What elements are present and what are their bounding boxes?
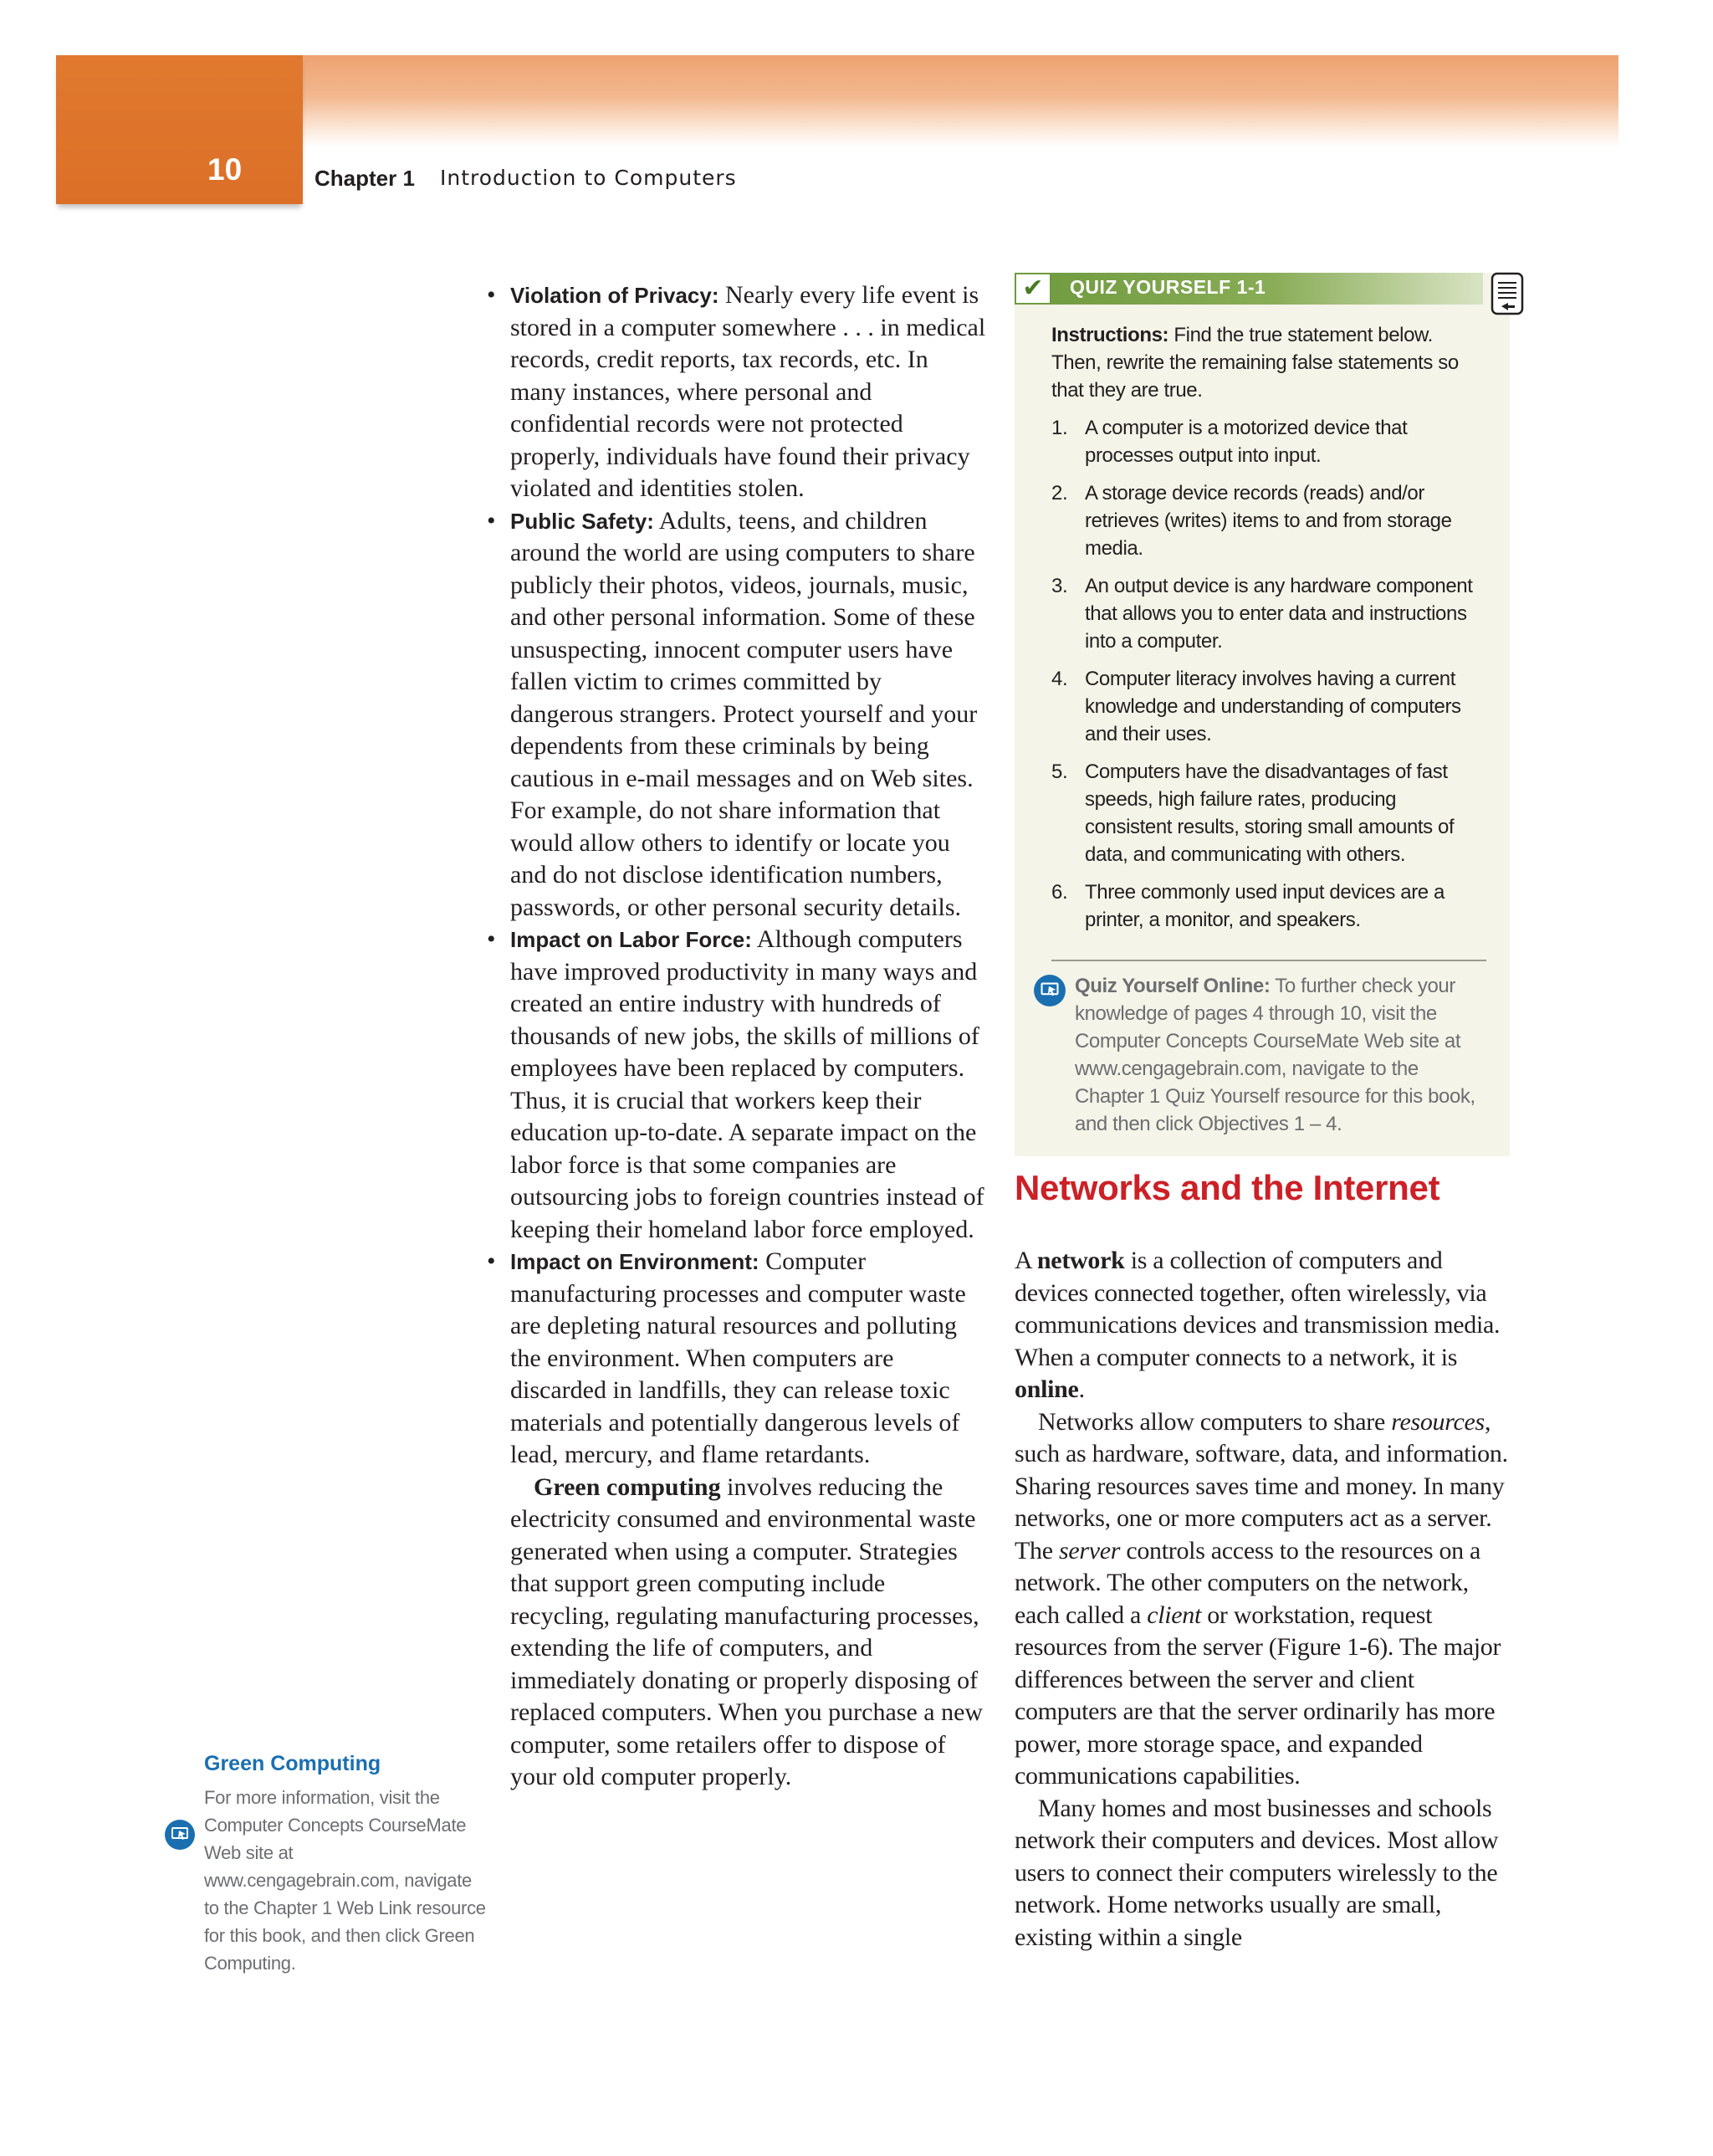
home-networks-paragraph: Many homes and most businesses and schools network their computers and devices. Most allow users to connect their computers wirelessly to the network. Home networks usually are small, existing within a single [1015, 1794, 1499, 1951]
web-link-icon [164, 1819, 196, 1851]
quiz-header [1015, 273, 1483, 305]
quiz-online-text: To further check your knowledge of pages 4 through 10, visit the Computer Concepts CourseMate Web site at www.cengagebrain.com, navigate to the Chapter 1 Quiz Yourself resource for this book, and then click Objectives 1 – 4. [1075, 975, 1475, 1135]
quiz-yourself-box [1015, 273, 1510, 1156]
quiz-item-number: 5. [1051, 760, 1068, 783]
quiz-item-text: Computer literacy involves having a current knowledge and understanding of computers and their uses. [1085, 668, 1461, 745]
quiz-items [1051, 414, 1486, 934]
web-link-text: For more information, visit the Computer Concepts CourseMate Web site at www.cengagebrain.com, navigate to the Chapter 1 Web Link resource for this book, and then click Green Computing. [204, 1787, 486, 1974]
instructions-label: Instructions: [1051, 324, 1169, 346]
bullet-list [487, 279, 989, 1472]
quiz-item-number: 1. [1051, 417, 1068, 439]
right-column [1015, 1245, 1516, 1954]
bullet-icon: • [487, 506, 496, 535]
text-span: or workstation, request resources from the server (Figure 1-6). The major differences between the server and client computers are that the server ordinarily has more power, more storage space, and expanded communications capabilities. [1015, 1600, 1501, 1790]
green-computing-term: Green computing [534, 1472, 721, 1501]
quiz-item-text: Three commonly used input devices are a printer, a monitor, and speakers. [1085, 881, 1445, 931]
bullet-text: Nearly every life event is stored in a computer somewhere . . . in medical records, credit reports, tax records, etc. In many instances, where personal and confidential records were not protected properly, individuals have found their privacy violated and identities stolen. [510, 281, 986, 502]
quiz-item [1051, 414, 1486, 469]
checkmark-icon: ✔ [1015, 273, 1051, 305]
term-network: network [1036, 1247, 1125, 1274]
text-span: Networks allow computers to share [1038, 1407, 1385, 1436]
bullet-term: Public Safety: [510, 508, 654, 534]
bullet-item-safety [487, 505, 989, 924]
web-link-title[interactable]: Green Computing [204, 1752, 381, 1775]
text-span: , such as hardware, software, data, and information. Sharing resources saves time and money. In many networks, one or more computers act as a server. The [1015, 1407, 1508, 1565]
bullet-term: Impact on Environment: [510, 1249, 759, 1274]
bullet-icon: • [487, 925, 496, 953]
green-computing-text: involves reducing the electricity consumed and environmental waste generated when using a computer. Strategies that support green computing include recycling, regulating manufacturing processes, extending the life of computers, and immediately donating or properly disposing of replaced computers. When you purchase a new computer, some retailers offer to dispose of your old computer properly. [510, 1472, 984, 1790]
quiz-item [1051, 572, 1486, 655]
term-client: client [1147, 1600, 1202, 1629]
quiz-item-number: 3. [1051, 575, 1068, 597]
chapter-label: Chapter 1 [314, 166, 415, 191]
main-column [487, 279, 989, 1794]
quiz-item-text: A storage device records (reads) and/or retrieves (writes) items to and from storage media. [1085, 482, 1452, 560]
bullet-text: Adults, teens, and children around the world are using computers to share publicly their photos, videos, journals, music, and other personal information. Some of these unsuspecting, innocent computer users have fallen victim to crimes committed by dangerous strangers. Protect yourself and your dependents from these criminals by being cautious in e-mail messages and on Web sites. For example, do not share information that would allow others to identify or locate you and do not disclose identification numbers, passwords, or other personal security details. [510, 506, 978, 921]
bullet-term: Impact on Labor Force: [510, 927, 752, 952]
term-server: server [1058, 1536, 1121, 1565]
term-resources: resources [1391, 1407, 1485, 1436]
term-online: online [1015, 1375, 1079, 1403]
web-link-note [202, 1752, 487, 1977]
quiz-item [1051, 878, 1486, 934]
text-span: A [1015, 1247, 1031, 1274]
web-link-body [202, 1784, 487, 1977]
resources-paragraph [1015, 1406, 1516, 1793]
quiz-item-number: 2. [1051, 482, 1068, 504]
bullet-text: Although computers have improved productivity in many ways and created an entire industry with hundreds of thousands of new jobs, the skills of millions of employees have been replaced by computers. Thus, it is crucial that workers keep their education up-to-date. A separate impact on the labor force is that some companies are outsourcing jobs to foreign countries instead of keeping their homeland labor force employed. [510, 925, 984, 1243]
bullet-icon: • [487, 281, 496, 309]
instructions-text: Find the true statement below. Then, rewrite the remaining false statements so that they are true. [1051, 324, 1459, 402]
quiz-online-note [1075, 972, 1485, 1138]
quiz-divider [1051, 960, 1486, 961]
text-span: controls access to the resources on a network. The other computers on the network, each called a [1015, 1536, 1481, 1629]
quiz-item-text: An output device is any hardware component that allows you to enter data and instructions into a computer. [1085, 575, 1473, 653]
bullet-item-environment [487, 1246, 989, 1472]
bullet-term: Violation of Privacy: [510, 283, 719, 308]
quiz-item [1051, 758, 1486, 868]
bullet-item-labor [487, 924, 989, 1246]
document-return-icon [1490, 271, 1526, 318]
quiz-item-text: Computers have the disadvantages of fast speeds, high failure rates, producing consistent results, storing small amounts of data, and communicating with others. [1085, 760, 1455, 866]
quiz-item [1051, 479, 1486, 562]
quiz-online-label[interactable]: Quiz Yourself Online: [1075, 975, 1271, 997]
bullet-icon: • [487, 1247, 496, 1275]
bullet-text: Computer manufacturing processes and computer waste are depleting natural resources and polluting the environment. When computers are discarded in landfills, they can release toxic materials and potentially dangerous levels of lead, mercury, and flame retardants. [510, 1247, 966, 1468]
quiz-instructions [1051, 321, 1486, 404]
chapter-title: Introduction to Computers [440, 166, 737, 190]
quiz-title: QUIZ YOURSELF 1-1 [1070, 276, 1266, 298]
quiz-item [1051, 665, 1486, 748]
web-link-icon [1033, 974, 1066, 1007]
network-paragraph [1015, 1245, 1516, 1406]
page-number: 10 [207, 152, 243, 187]
quiz-item-number: 6. [1051, 881, 1068, 904]
quiz-item-number: 4. [1051, 668, 1068, 690]
quiz-item-text: A computer is a motorized device that processes output into input. [1085, 417, 1408, 467]
text-span: . [1078, 1375, 1085, 1403]
green-computing-paragraph [487, 1472, 989, 1794]
bullet-item-privacy [487, 279, 989, 505]
quiz-body [1051, 321, 1486, 944]
section-heading: Networks and the Internet [1015, 1168, 1440, 1207]
text-span: is a collection of computers and devices connected together, often wirelessly, via communications devices and transmission media. When a computer connects to a network, it is [1015, 1247, 1501, 1371]
